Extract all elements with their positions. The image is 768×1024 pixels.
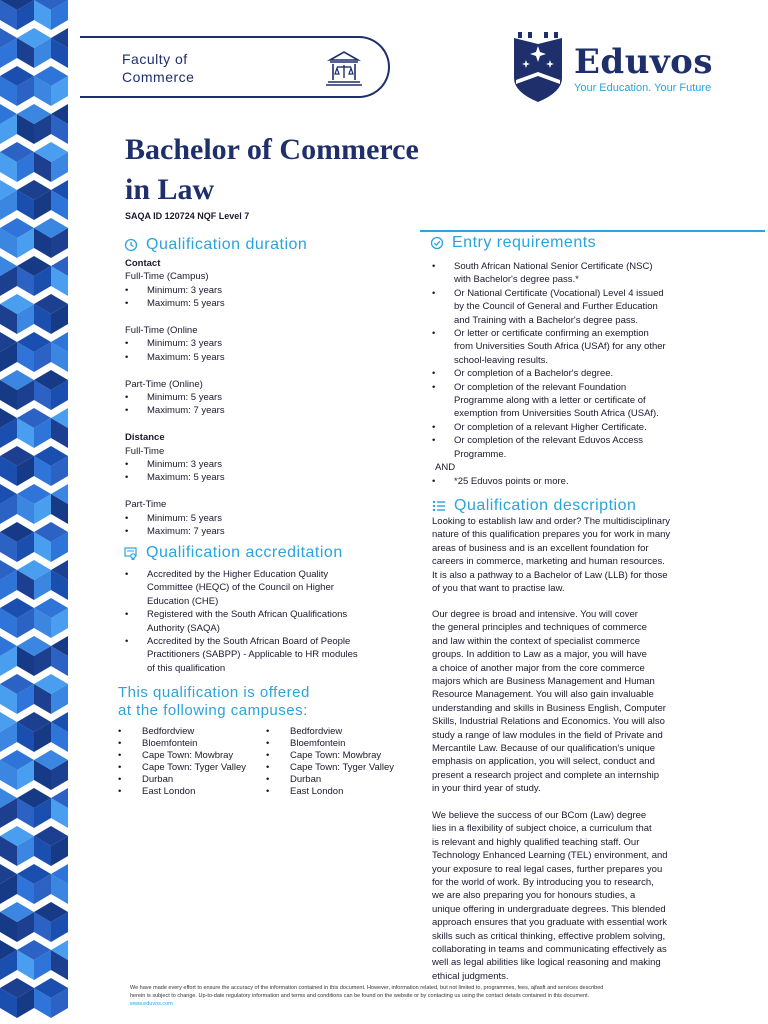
description-line: lies in a flexibility of subject choice, a curriculum that: [432, 823, 652, 835]
dist-ft-label: Full-Time: [125, 445, 165, 457]
faculty-header: [80, 36, 390, 98]
list-item: • Minimum: 3 years: [125, 458, 405, 471]
description-paragraph-2: [432, 608, 732, 796]
list-item: • Maximum: 7 years: [125, 404, 405, 417]
description-line: study a range of law modules in the field of Private and: [432, 729, 663, 741]
faculty-label: [122, 50, 194, 86]
check-circle-icon: [430, 236, 444, 250]
campus-item: • Cape Town: Tyger Valley: [118, 762, 246, 774]
description-line: It is also a pathway to a Bachelor of Law (LLB) for those: [432, 569, 668, 581]
campus-item: • Bedfordview: [118, 726, 246, 738]
campus-list-1: [118, 726, 246, 798]
campus-item: • Cape Town: Mowbray: [118, 750, 246, 762]
footer-url[interactable]: www.eduvos.com: [130, 1001, 173, 1007]
description-line: is relevant and highly qualified teaching staff. Our: [432, 836, 640, 848]
list-item: • Maximum: 5 years: [125, 351, 405, 364]
accreditation-heading-text: Qualification accreditation: [146, 544, 343, 561]
description-line: a choice of another major from the core commerce: [432, 662, 645, 674]
description-line: present a research project and complete an internship: [432, 769, 660, 781]
list-item-line: and Training with a Bachelor's degree pass.: [454, 314, 639, 326]
footer-line-2: herein is subject to change. Up-to-date regulatory information and terms and conditions can be found on the website or by contacting us using the contact details contained in this document.: [130, 993, 590, 999]
campus-item: • Cape Town: Mowbray: [266, 750, 394, 762]
description-line: understanding and skills in Business English, Computer: [432, 702, 666, 714]
entry-list: [432, 260, 752, 488]
eduvos-logo: [512, 30, 742, 110]
list-item-line: Practitioners (SABPP) - Applicable to HR modules: [147, 649, 358, 661]
list-item: • Maximum: 5 years: [125, 297, 405, 310]
list-item: • Minimum: 5 years: [125, 391, 405, 404]
description-line: for the world of work. By introducing you to research,: [432, 877, 654, 889]
title-line-1: Bachelor of Commerce: [125, 133, 419, 166]
eduvos-shield-icon: [512, 30, 564, 104]
campus-list-2: [266, 726, 394, 798]
list-item: [432, 381, 752, 421]
description-line: Mercantile Law. Because of our qualification's unique: [432, 743, 656, 755]
list-item-line: from Universities South Africa (USAf) for any other: [454, 341, 666, 353]
list-item: • Minimum: 5 years: [125, 512, 405, 525]
ft-online-label: Full-Time (Online: [125, 325, 198, 337]
duration-list: [125, 257, 405, 538]
ft-campus-label: Full-Time (Campus): [125, 271, 209, 283]
description-line: in your third year of study.: [432, 783, 541, 795]
list-item: • Minimum: 3 years: [125, 284, 405, 297]
title-line-2: in Law: [125, 173, 215, 206]
list-item-line: Programme.: [454, 448, 507, 460]
description-line: groups. In addition to Law as a major, you will have: [432, 649, 647, 661]
faculty-line-2: Commerce: [122, 69, 195, 85]
description-line: collaborating in teams and communicating effectively as: [432, 944, 667, 956]
list-item-line: • Or National Certificate (Vocational) Level 4 issued: [454, 287, 664, 299]
list-item-line: exemption from Universities South Africa (USAf).: [454, 408, 659, 420]
list-item-line: by the Council of General and Further Education: [454, 301, 658, 313]
campus-item: • Durban: [266, 774, 394, 786]
list-item-line: • Or letter or certificate confirming an exemption: [454, 328, 649, 340]
points-item: • *25 Eduvos points or more.: [432, 475, 752, 488]
description-line: unique offering in undergraduate degrees. This blended: [432, 903, 666, 915]
description-line: We believe the success of our BCom (Law) degree: [432, 810, 647, 821]
list-icon: [432, 499, 446, 513]
description-line: and law within the context of specialist commerce: [432, 635, 641, 647]
footer-disclaimer: [130, 984, 700, 1008]
list-item: • Maximum: 5 years: [125, 471, 405, 484]
description-line: Our degree is broad and intensive. You will cover: [432, 609, 638, 620]
distance-label: Distance: [125, 432, 165, 444]
list-item: [432, 260, 752, 287]
list-item-line: of this qualification: [147, 662, 226, 674]
page-title: [125, 130, 545, 210]
and-label: AND: [435, 462, 456, 474]
duration-heading: [124, 236, 307, 254]
clock-icon: [124, 238, 138, 252]
duration-heading-text: Qualification duration: [146, 236, 308, 253]
entry-heading: [430, 234, 596, 252]
decorative-cube-strip: [0, 0, 68, 1024]
dist-pt-label: Part-Time: [125, 499, 167, 511]
list-item: [125, 568, 415, 608]
list-item-line: • Or completion of a relevant Higher Certificate.: [454, 421, 647, 433]
campus-item: • Bloemfontein: [266, 738, 394, 750]
campus-item: • East London: [266, 786, 394, 798]
list-item-line: with Bachelor's degree pass.*: [454, 274, 579, 286]
description-paragraph-3: [432, 809, 732, 983]
list-item-line: Authority (SAQA): [147, 622, 220, 634]
list-item-line: • Accredited by the Higher Education Quality: [147, 569, 329, 580]
description-heading: [432, 497, 636, 515]
description-line: Skills, Industrial Relations and Economics. You will also: [432, 716, 665, 728]
faculty-line-1: Faculty of: [122, 51, 188, 67]
campuses-heading: [118, 684, 310, 720]
courthouse-scales-icon: [324, 48, 364, 88]
description-line: well as legal abilities like logical reasoning and making: [432, 957, 661, 969]
campus-item: • Cape Town: Tyger Valley: [266, 762, 394, 774]
accreditation-list: [125, 568, 415, 675]
description-line: Resource Management. You will also gain invaluable: [432, 689, 654, 701]
list-item: [432, 434, 752, 461]
list-item: [125, 635, 415, 675]
list-item: [432, 287, 752, 327]
brand-name: Eduvos: [574, 42, 713, 82]
accreditation-heading: [124, 544, 343, 562]
description-line: approach ensures that you graduate with essential work: [432, 917, 667, 929]
description-line: emphasis on application, you will select, conduct and: [432, 756, 655, 768]
campus-item: • Bedfordview: [266, 726, 394, 738]
list-item-line: Education (CHE): [147, 595, 219, 607]
description-line: we are also preparing you for honours studies, a: [432, 890, 636, 902]
list-item: • Minimum: 3 years: [125, 337, 405, 350]
list-item: • Maximum: 7 years: [125, 525, 405, 538]
list-item-line: • Registered with the South African Qualifications: [147, 609, 348, 621]
description-line: majors which are Business Management and Human: [432, 676, 655, 688]
description-line: the general principles and techniques of commerce: [432, 622, 647, 634]
list-item-line: • Or completion of the relevant Foundation: [454, 381, 627, 393]
saqa-id: SAQA ID 120724 NQF Level 7: [125, 211, 250, 221]
list-item-line: Programme along with a letter or certificate of: [454, 395, 646, 407]
campus-item: • Durban: [118, 774, 246, 786]
contact-label: Contact: [125, 258, 161, 269]
description-line: Looking to establish law and order? The multidisciplinary: [432, 516, 670, 527]
campuses-heading-line-1: This qualification is offered: [118, 684, 310, 701]
description-line: ethical judgments.: [432, 970, 509, 982]
list-item: [125, 608, 415, 635]
description-line: careers in commerce, marketing and human resources.: [432, 556, 665, 568]
description-line: of you that want to practise law.: [432, 583, 565, 595]
list-item: [432, 367, 752, 380]
campuses-heading-line-2: at the following campuses:: [118, 702, 308, 719]
description-line: your exposure to real legal cases, further prepares you: [432, 863, 663, 875]
list-item-line: • South African National Senior Certificate (NSC): [454, 261, 653, 272]
list-item-line: Committee (HEQC) of the Council on Higher: [147, 582, 334, 594]
campus-item: • Bloemfontein: [118, 738, 246, 750]
description-heading-text: Qualification description: [454, 497, 637, 514]
description-line: Technology Enhanced Learning (TEL) environment, and: [432, 850, 668, 862]
description-line: nature of this qualification prepares you for work in many: [432, 529, 671, 541]
footer-line-1: We have made every effort to ensure the accuracy of the information contained in this document. However, information related, but not limited to, programmes, fees, ajfasft and services described: [130, 985, 604, 991]
list-item-line: • Accredited by the South African Board of People: [147, 636, 351, 648]
list-item: [432, 421, 752, 434]
list-item-line: • Or completion of the relevant Eduvos Access: [454, 435, 644, 447]
pt-online-label: Part-Time (Online): [125, 378, 203, 390]
list-item-line: school-leaving results.: [454, 354, 548, 366]
list-item: [432, 327, 752, 367]
description-line: areas of business and is an excellent foundation for: [432, 542, 649, 554]
campus-item: • East London: [118, 786, 246, 798]
entry-heading-text: Entry requirements: [452, 234, 597, 251]
list-item-line: • Or completion of a Bachelor's degree.: [454, 368, 614, 380]
section-divider: [420, 230, 765, 232]
description-paragraph-1: [432, 515, 732, 595]
certificate-icon: [124, 546, 138, 560]
brand-tagline: Your Education. Your Future: [574, 82, 712, 94]
description-line: skills such as critical thinking, effective problem solving,: [432, 930, 666, 942]
